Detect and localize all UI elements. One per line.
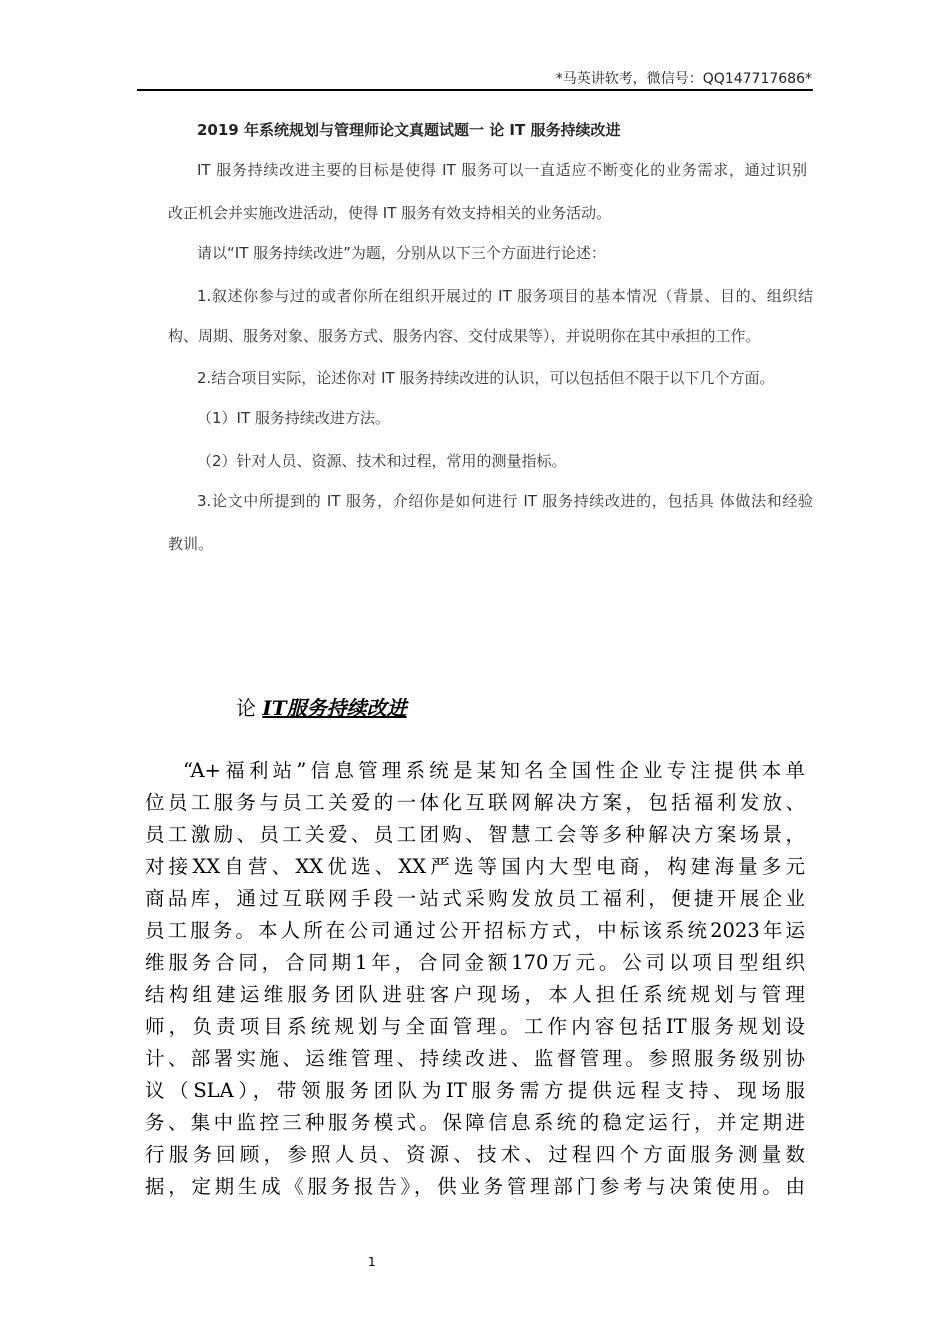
question-title: 2019 年系统规划与管理师论文真题试题一 论 IT 服务持续改进 (197, 121, 621, 139)
question-line: 3.论文中所提到的 IT 服务，介绍你是如何进行 IT 服务持续改进的，包括具 体做法和经验 (197, 492, 813, 510)
question-line: 2.结合项目实际，论述你对 IT 服务持续改进的认识，可以包括但不限于以下几个方面。 (197, 369, 775, 387)
question-line: 1.叙述你参与过的或者你所在组织开展过的 IT 服务项目的基本情况（背景、目的、组织结 (197, 287, 813, 305)
essay-line: 商品库，通过互联网手段一站式采购发放员工福利，便捷开展企业 (145, 887, 805, 910)
essay-line: 计、部署实施、运维管理、持续改进、监督管理。参照服务级别协 (145, 1047, 805, 1070)
question-line: 请以“IT 服务持续改进”为题，分别从以下三个方面进行论述： (197, 244, 606, 262)
essay-line: 维服务合同，合同期1年，合同金额170万元。公司以项目型组织 (145, 951, 805, 974)
question-line: 改正机会并实施改进活动，使得 IT 服务有效支持相关的业务活动。 (168, 204, 612, 222)
essay-line: 结构组建运维服务团队进驻客户现场，本人担任系统规划与管理 (145, 983, 805, 1006)
essay-line: 据，定期生成《服务报告》，供业务管理部门参考与决策使用。由 (145, 1175, 805, 1198)
header-divider (137, 89, 813, 91)
essay-line: 行服务回顾，参照人员、资源、技术、过程四个方面服务测量数 (145, 1143, 805, 1166)
question-line: （2）针对人员、资源、技术和过程，常用的测量指标。 (197, 452, 567, 470)
question-line: 构、周期、服务对象、服务方式、服务内容、交付成果等），并说明你在其中承担的工作。 (168, 327, 761, 345)
essay-title (236, 692, 407, 721)
essay-line: 员工激励、员工关爱、员工团购、智慧工会等多种解决方案场景， (145, 823, 805, 846)
question-line: 教训。 (168, 535, 214, 553)
essay-line: 位员工服务与员工关爱的一体化互联网解决方案，包括福利发放、 (145, 791, 805, 814)
essay-line: 议（SLA），带领服务团队为IT服务需方提供远程支持、现场服 (145, 1079, 805, 1102)
essay-line: 师，负责项目系统规划与全面管理。工作内容包括IT服务规划设 (145, 1015, 805, 1038)
page-number: 1 (368, 1255, 376, 1269)
essay-line: 员工服务。本人所在公司通过公开招标方式，中标该系统2023年运 (145, 919, 805, 942)
question-line: （1）IT 服务持续改进方法。 (197, 409, 390, 427)
essay-line: 务、集中监控三种服务模式。保障信息系统的稳定运行，并定期进 (145, 1111, 805, 1134)
essay-line: “A+福利站”信息管理系统是某知名全国性企业专注提供本单 (183, 759, 805, 782)
essay-title-main: IT服务持续改进 (262, 696, 407, 720)
page-header: *马英讲软考，微信号：QQ147717686* (555, 71, 812, 87)
essay-line: 对接XX自营、XX优选、XX严选等国内大型电商，构建海量多元 (145, 855, 805, 878)
essay-title-prefix: 论 (236, 696, 256, 720)
question-line: IT 服务持续改进主要的目标是使得 IT 服务可以一直适应不断变化的业务需求，通过识别 (197, 161, 807, 179)
